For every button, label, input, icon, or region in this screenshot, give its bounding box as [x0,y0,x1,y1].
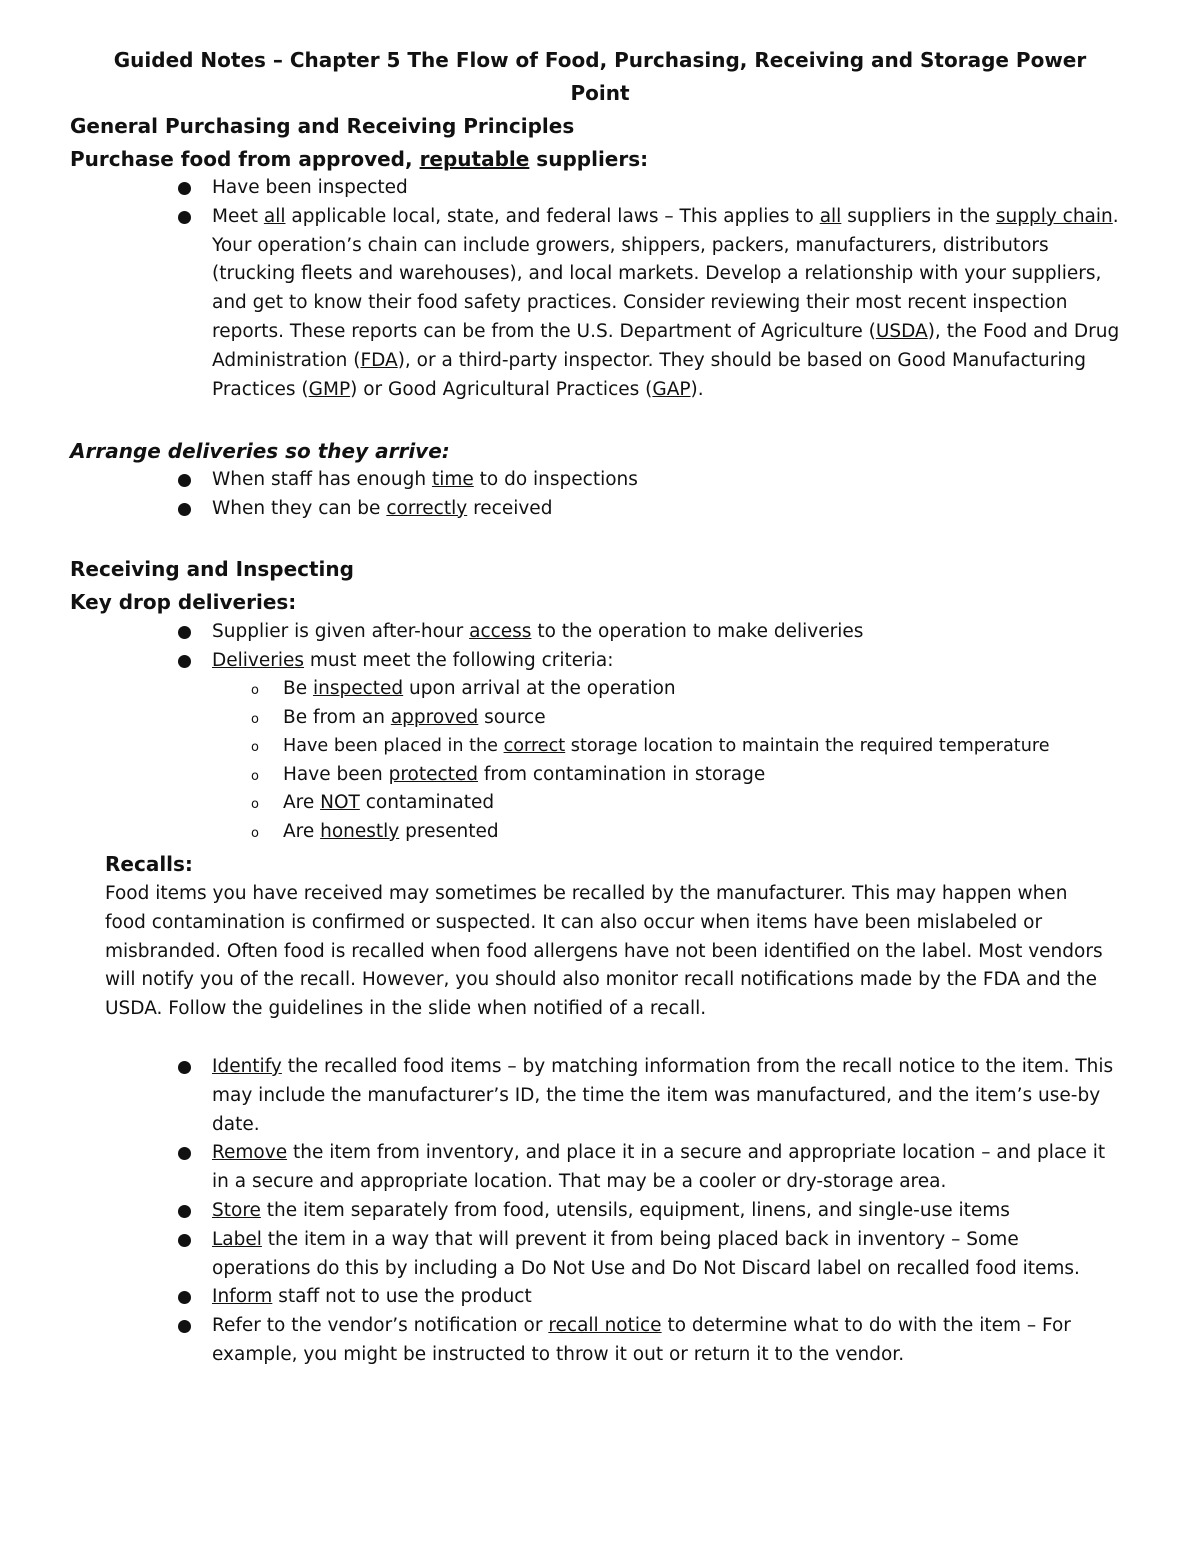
list-item: Have been inspected [178,174,1120,203]
list-item: Remove the item from inventory, and place it in a secure and appropriate location – and place it in a secure and appropriate location. That may be a cooler or dry-storage area. [178,1139,1120,1197]
list-item: Deliveries must meet the following criteria: [178,647,1120,676]
list-item: Refer to the vendor’s notification or recall notice to determine what to do with the item – For example, you might be instructed to throw it out or return it to the vendor. [178,1312,1120,1370]
supplier-requirements-list [178,174,1120,404]
delivery-timing-list [178,466,1120,524]
recall-steps-list [178,1053,1120,1370]
recalls-heading: Recalls: [105,852,193,876]
key-drop-heading: Key drop deliveries: [70,590,297,614]
list-item: o Have been placed in the correct storage location to maintain the required temperature [249,732,1129,761]
section-heading-receiving: Receiving and Inspecting [70,557,354,581]
delivery-criteria-list [249,675,1129,847]
recalls-paragraph: Food items you have received may sometimes be recalled by the manufacturer. This may happen when food contamination is confirmed or suspected. It can also occur when items have been mislabeled or misbranded. Often food is recalled when food allergens have not been identified on the label. Most vendors will notify you of the recall. However, you should also monitor recall notifications made by the FDA and the USDA. Follow the guidelines in the slide when notified of a recall. [105,883,1103,1020]
list-item: Supplier is given after-hour access to the operation to make deliveries [178,618,1120,647]
list-item: o Be inspected upon arrival at the operation [249,675,1129,704]
list-item: o Be from an approved source [249,704,1129,733]
section-heading-purchasing: General Purchasing and Receiving Principles [70,114,575,138]
page-title: Guided Notes – Chapter 5 The Flow of Food, Purchasing, Receiving and Storage Power Point [113,48,1087,105]
list-item: Label the item in a way that will prevent it from being placed back in inventory – Some operations do this by including a Do Not Use and Do Not Discard label on recalled food items. [178,1226,1120,1284]
list-item: Meet all applicable local, state, and federal laws – This applies to all suppliers in the supply chain. Your operation’s chain can include growers, shippers, packers, manufacturers, distributors (trucking fleets and warehouses), and local markets. Develop a relationship with your suppliers, and get to know their food safety practices. Consider reviewing their most recent inspection reports. These reports can be from the U.S. Department of Agriculture (USDA), the Food and Drug Administration (FDA), or a third-party inspector. They should be based on Good Manufacturing Practices (GMP) or Good Agricultural Practices (GAP). [178,203,1120,405]
list-item: o Are honestly presented [249,818,1129,847]
approved-suppliers-heading: Purchase food from approved, reputable suppliers: [70,147,649,171]
list-item: Store the item separately from food, utensils, equipment, linens, and single-use items [178,1197,1120,1226]
list-item: Inform staff not to use the product [178,1283,1120,1312]
key-drop-list [178,618,1120,676]
list-item: Identify the recalled food items – by matching information from the recall notice to the item. This may include the manufacturer’s ID, the time the item was manufactured, and the item’s use-by date. [178,1053,1120,1139]
arrange-deliveries-heading: Arrange deliveries so they arrive: [70,439,450,463]
list-item: o Are NOT contaminated [249,789,1129,818]
list-item: o Have been protected from contamination in storage [249,761,1129,790]
list-item: When staff has enough time to do inspections [178,466,1120,495]
list-item: When they can be correctly received [178,495,1120,524]
